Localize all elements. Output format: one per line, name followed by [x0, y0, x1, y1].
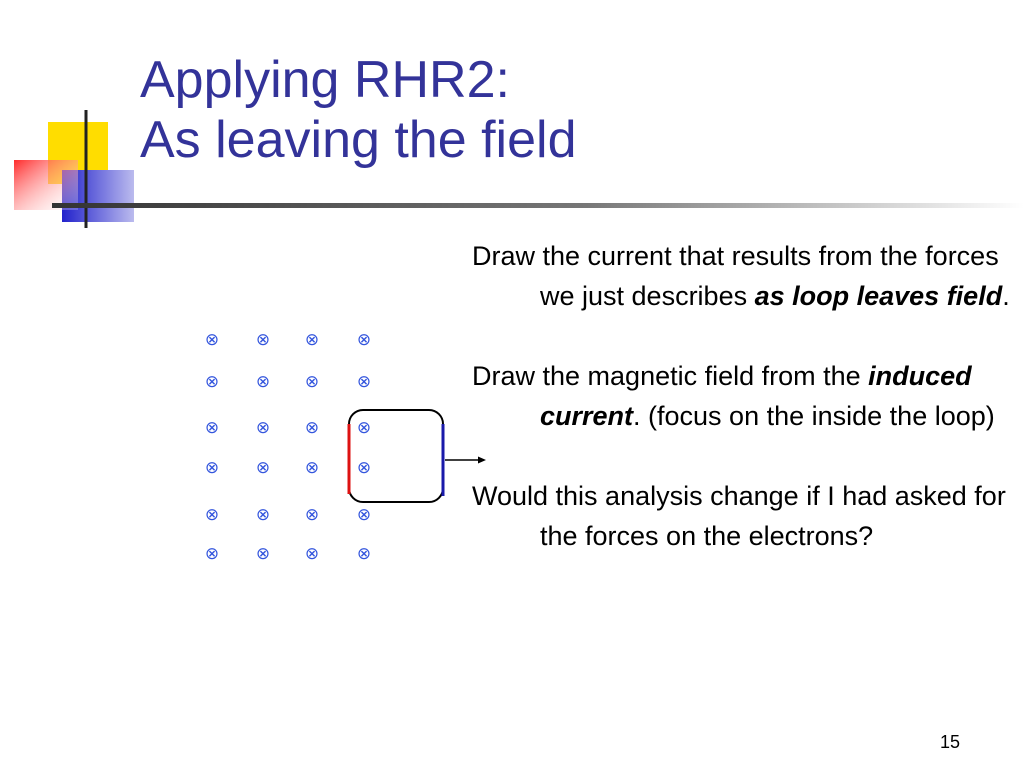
- paragraph-3-text: Would this analysis change if I had asked for the forces on the electrons?: [472, 481, 1006, 551]
- field-into-page-symbol: ⊗: [304, 458, 320, 478]
- field-into-page-symbol: ⊗: [304, 505, 320, 525]
- paragraph-2-text: Draw the magnetic field from the: [472, 361, 869, 391]
- slide-body: [472, 236, 1012, 556]
- field-into-page-symbol: ⊗: [204, 418, 220, 438]
- field-into-page-symbol: ⊗: [356, 458, 372, 478]
- field-into-page-symbol: ⊗: [255, 330, 271, 350]
- field-into-page-symbol: ⊗: [304, 418, 320, 438]
- page-number: 15: [939, 732, 961, 752]
- field-into-page-symbol: ⊗: [255, 372, 271, 392]
- field-into-page-symbol: ⊗: [255, 458, 271, 478]
- title-line-2: As leaving the field: [140, 111, 577, 169]
- field-into-page-symbol: ⊗: [356, 505, 372, 525]
- title-rule: [52, 203, 1024, 208]
- field-into-page-symbol: ⊗: [204, 372, 220, 392]
- decor-red-square: [14, 160, 78, 210]
- field-into-page-symbol: ⊗: [304, 544, 320, 564]
- paragraph-3: [472, 476, 1012, 556]
- paragraph-1-end: .: [1002, 281, 1010, 311]
- field-into-page-symbol: ⊗: [356, 372, 372, 392]
- field-into-page-symbol: ⊗: [204, 330, 220, 350]
- paragraph-1: [472, 236, 1012, 316]
- field-symbol-grid: [205, 330, 371, 564]
- field-into-page-symbol: ⊗: [255, 544, 271, 564]
- paragraph-2-emphasis: induced current: [540, 361, 972, 431]
- field-into-page-symbol: ⊗: [255, 418, 271, 438]
- field-diagram: [190, 318, 500, 580]
- field-into-page-symbol: ⊗: [356, 330, 372, 350]
- field-into-page-symbol: ⊗: [356, 544, 372, 564]
- field-into-page-symbol: ⊗: [204, 458, 220, 478]
- field-into-page-symbol: ⊗: [304, 330, 320, 350]
- slide-title: [140, 50, 577, 170]
- field-into-page-symbol: ⊗: [356, 418, 372, 438]
- paragraph-2: [472, 356, 1012, 436]
- paragraph-1-text: Draw the current that results from the forces we just describes: [472, 241, 999, 311]
- title-line-1: Applying RHR2:: [140, 51, 510, 109]
- field-into-page-symbol: ⊗: [255, 505, 271, 525]
- field-into-page-symbol: ⊗: [304, 372, 320, 392]
- field-into-page-symbol: ⊗: [204, 505, 220, 525]
- field-into-page-symbol: ⊗: [204, 544, 220, 564]
- paragraph-1-emphasis: as loop leaves field: [754, 281, 1003, 311]
- paragraph-2-end: . (focus on the inside the loop): [633, 401, 995, 431]
